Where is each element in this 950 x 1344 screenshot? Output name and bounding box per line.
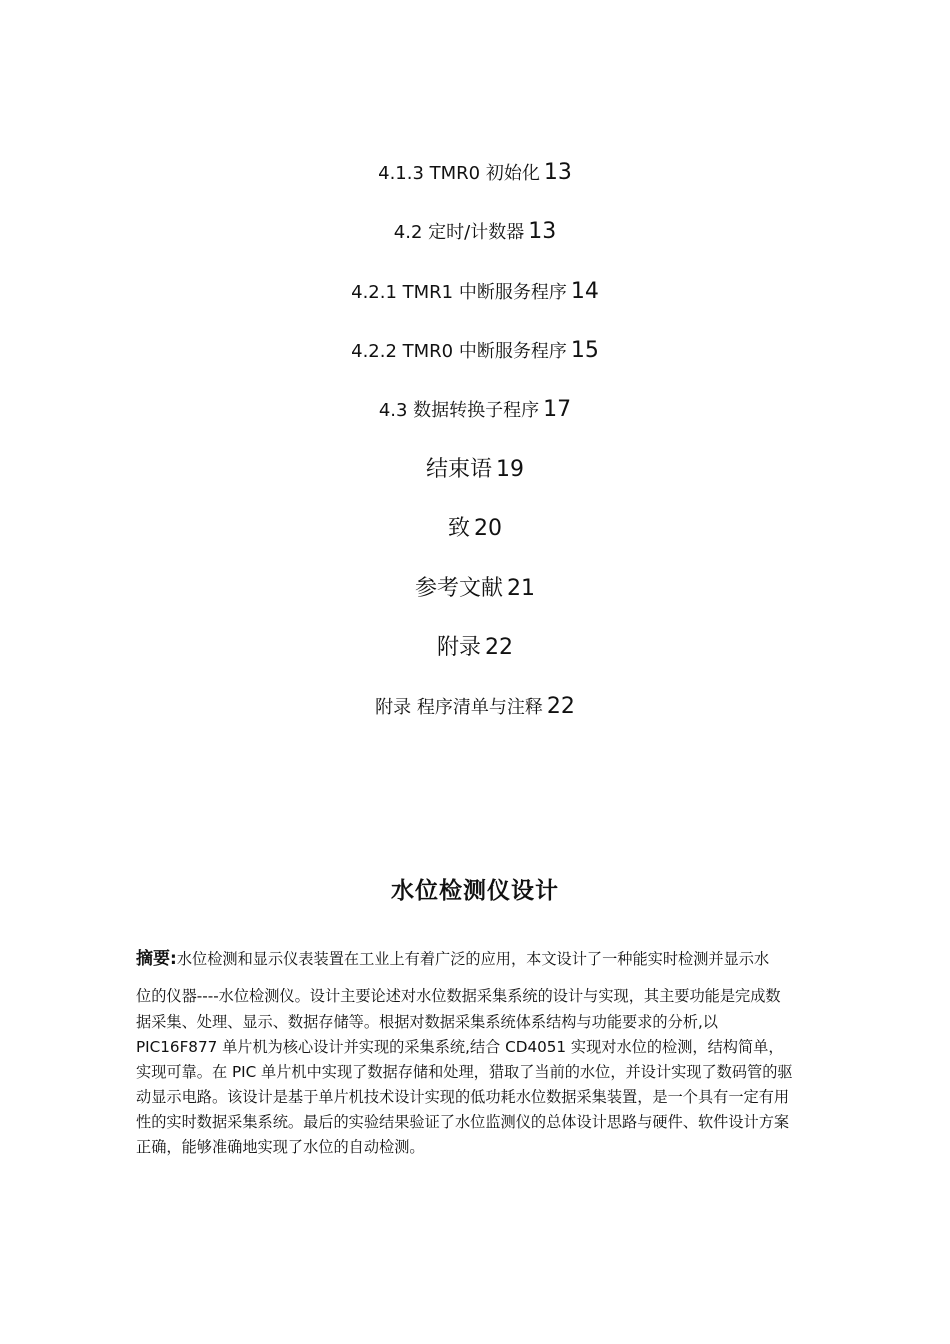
- toc-entry: [0, 637, 950, 659]
- toc-entry-label: 4.1.3 TMR0 初始化: [378, 163, 540, 184]
- document-title: 水位检测仪设计: [391, 878, 559, 904]
- toc-entry-page: 22: [485, 635, 513, 660]
- toc-entry-label: 4.2 定时/计数器: [393, 222, 525, 243]
- toc-entry-label: 结束语: [425, 457, 492, 482]
- toc-entry-page: 21: [507, 576, 535, 601]
- abstract-line: [136, 951, 769, 968]
- toc-entry-label: 4.2.2 TMR0 中断服务程序: [351, 341, 567, 362]
- toc-entry-page: 14: [570, 279, 599, 304]
- toc-entry-label: 参考文献: [414, 576, 503, 601]
- toc-entry: [0, 281, 950, 303]
- abstract-line: PIC16F877 单片机为核心设计并实现的采集系统,结合 CD4051 实现对水位的检测，结构简单，: [136, 1038, 784, 1056]
- toc-entry-label: 致: [447, 516, 470, 541]
- toc-entry-page: 13: [528, 219, 557, 244]
- abstract-line: 性的实时数据采集系统。最后的实验结果验证了水位监测仪的总体设计思路与硬件、软件设计方案: [136, 1113, 790, 1131]
- abstract-text: 水位检测和显示仪表装置在工业上有着广泛的应用，本文设计了一种能实时检测并显示水: [176, 950, 770, 968]
- toc-entry-label: 附录 程序清单与注释: [375, 697, 543, 718]
- toc-entry-label: 附录: [436, 635, 481, 660]
- toc-entry-label: 4.2.1 TMR1 中断服务程序: [351, 282, 567, 303]
- toc-entry-label: 4.3 数据转换子程序: [378, 400, 540, 421]
- toc-entry: [0, 696, 950, 718]
- abstract-line: 据采集、处理、显示、数据存储等。根据对数据采集系统体系结构与功能要求的分析,以: [136, 1013, 718, 1031]
- abstract-label: 摘要:: [136, 949, 177, 969]
- toc-entry: [0, 399, 950, 421]
- toc-entry-page: 15: [570, 338, 599, 363]
- toc-entry: [0, 162, 950, 184]
- abstract-line: 位的仪器----水位检测仪。设计主要论述对水位数据采集系统的设计与实现，其主要功能是完成数: [136, 987, 781, 1005]
- toc-entry-page: 13: [543, 160, 572, 185]
- abstract-line: 动显示电路。该设计是基于单片机技术设计实现的低功耗水位数据采集装置，是一个具有一定有用: [136, 1088, 790, 1106]
- toc-entry: [0, 221, 950, 243]
- toc-entry-page: 17: [543, 397, 572, 422]
- abstract-line: 实现可靠。在 PIC 单片机中实现了数据存储和处理，猎取了当前的水位，并设计实现了数码管的驱: [136, 1063, 793, 1081]
- toc-entry-page: 22: [546, 694, 575, 719]
- toc-entry: [0, 578, 950, 600]
- toc-entry-page: 19: [496, 457, 524, 482]
- toc-entry: [0, 459, 950, 481]
- abstract-line: 正确，能够准确地实现了水位的自动检测。: [136, 1138, 425, 1156]
- toc-entry: [0, 518, 950, 540]
- toc-entry: [0, 340, 950, 362]
- toc-entry-page: 20: [474, 516, 502, 541]
